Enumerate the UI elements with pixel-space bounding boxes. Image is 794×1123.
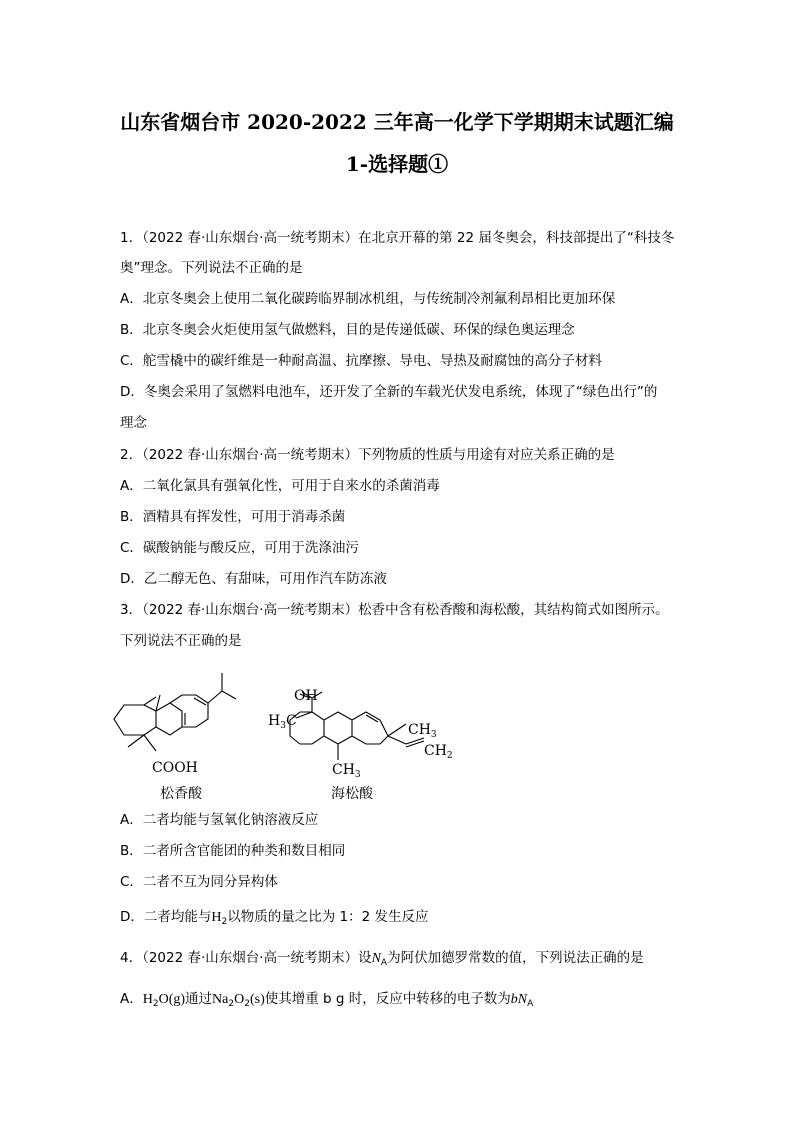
q1-option-d-line1: D．冬奥会采用了氢燃料电池车，还开发了全新的车载光伏发电系统，体现了“绿色出行”的 bbox=[120, 384, 658, 400]
q3-option-a: A．二者均能与氢氧化钠溶液反应 bbox=[120, 812, 319, 828]
q4-option-a-through: 通过 bbox=[185, 991, 213, 1007]
q3-stem-line1: 3．（2022 春·山东烟台·高一统考期末）松香中含有松香酸和海松酸，其结构简式如图所示。 bbox=[120, 602, 669, 618]
pimaric-acid-ch3-bottom-text: CH bbox=[332, 762, 355, 778]
q4-stem-n: N bbox=[371, 951, 381, 966]
document-title-line1: 山东省烟台市 2020-2022 三年高一化学下学期期末试题汇编 bbox=[120, 110, 674, 134]
q4-option-a-h2o-rest: O(g) bbox=[158, 992, 186, 1007]
pimaric-acid-ch2-text: CH bbox=[424, 743, 447, 759]
pimaric-acid-ch3-bottom-sub: 3 bbox=[354, 770, 361, 780]
q4-option-a-bn-sub: A bbox=[527, 999, 534, 1009]
q3-option-d-pre: D．二者均能与 bbox=[120, 909, 212, 925]
pimaric-acid-ch3-right-sub: 3 bbox=[430, 730, 437, 740]
pimaric-acid-ch3-right bbox=[408, 722, 437, 740]
q1-option-d-line2: 理念 bbox=[120, 415, 147, 431]
q4-option-a-na: Na bbox=[212, 992, 229, 1007]
pimaric-acid-ch3-left-c: C bbox=[285, 713, 297, 729]
pimaric-acid-ch3-right-text: CH bbox=[408, 722, 431, 738]
q4-option-a-h-sub: 2 bbox=[152, 999, 159, 1009]
q3-option-d-sub: 2 bbox=[221, 917, 228, 927]
pimaric-acid-ch3-left bbox=[268, 713, 297, 731]
q4-option-a-pre: A． bbox=[120, 991, 143, 1007]
q4-option-a bbox=[120, 990, 680, 1013]
q4-option-a-o: O bbox=[234, 992, 245, 1007]
abietic-acid-cooh-label: COOH bbox=[152, 760, 198, 776]
q1-option-a: A．北京冬奥会上使用二氧化碳跨临界制冰机组，与传统制冷剂氟利昂相比更加环保 bbox=[120, 291, 616, 307]
document-title-line2: 1-选择题① bbox=[345, 152, 449, 176]
q2-stem: 2．（2022 春·山东烟台·高一统考期末）下列物质的性质与用途有对应关系正确的是 bbox=[120, 447, 615, 463]
pimaric-acid-ch3-bottom bbox=[332, 762, 361, 780]
pimaric-acid-ch3-left-sub: 3 bbox=[280, 721, 286, 731]
pimaric-acid-oh-label: OH bbox=[294, 688, 318, 704]
pimaric-acid-ch3-left-h: H bbox=[268, 713, 281, 729]
pimaric-acid-caption: 海松酸 bbox=[331, 786, 373, 802]
q3-option-d bbox=[120, 908, 680, 931]
q2-option-c: C．碳酸钠能与酸反应，可用于洗涤油污 bbox=[120, 540, 359, 556]
q4-option-a-na-sub2: 2 bbox=[244, 999, 250, 1009]
q1-stem-line2: 奥”理念。下列说法不正确的是 bbox=[120, 260, 303, 276]
pimaric-acid-ch2-sub: 2 bbox=[446, 751, 453, 761]
q4-option-a-s: (s) bbox=[249, 992, 265, 1007]
q4-stem-sub: A bbox=[380, 958, 388, 968]
abietic-acid-structure bbox=[110, 655, 270, 767]
q4-option-a-na-sub1: 2 bbox=[228, 999, 235, 1009]
q3-option-b: B．二者所含官能团的种类和数目相同 bbox=[120, 843, 346, 859]
q2-option-d: D．乙二醇无色、有甜味，可用作汽车防冻液 bbox=[120, 571, 387, 587]
pimaric-acid-ch2 bbox=[424, 743, 453, 761]
q4-option-a-h: H bbox=[142, 992, 153, 1007]
q2-option-a: A．二氧化氯具有强氧化性，可用于自来水的杀菌消毒 bbox=[120, 478, 440, 494]
q4-stem-post: 为阿伏加德罗常数的值，下列说法正确的是 bbox=[387, 950, 644, 966]
q4-option-a-mid: 使其增重 b g 时，反应中转移的电子数为 bbox=[264, 991, 511, 1007]
q3-option-d-post: 以物质的量之比为 1：2 发生反应 bbox=[227, 909, 429, 925]
q1-stem-line1: 1．（2022 春·山东烟台·高一统考期末）在北京开幕的第 22 届冬奥会，科技部提出了“科技冬 bbox=[120, 230, 675, 246]
q4-stem-pre: 4．（2022 春·山东烟台·高一统考期末）设 bbox=[120, 950, 372, 966]
q3-option-d-h: H bbox=[211, 910, 222, 925]
q4-stem bbox=[120, 949, 680, 972]
q1-option-b: B．北京冬奥会火炬使用氢气做燃料，目的是传递低碳、环保的绿色奥运理念 bbox=[120, 322, 575, 338]
abietic-acid-caption: 松香酸 bbox=[160, 786, 202, 802]
q1-option-c: C．舵雪橇中的碳纤维是一种耐高温、抗摩擦、导电、导热及耐腐蚀的高分子材料 bbox=[120, 353, 602, 369]
q4-option-a-bn: bN bbox=[510, 992, 528, 1007]
q3-stem-line2: 下列说法不正确的是 bbox=[120, 633, 242, 649]
q2-option-b: B．酒精具有挥发性，可用于消毒杀菌 bbox=[120, 509, 346, 525]
q3-option-c: C．二者不互为同分异构体 bbox=[120, 874, 278, 890]
